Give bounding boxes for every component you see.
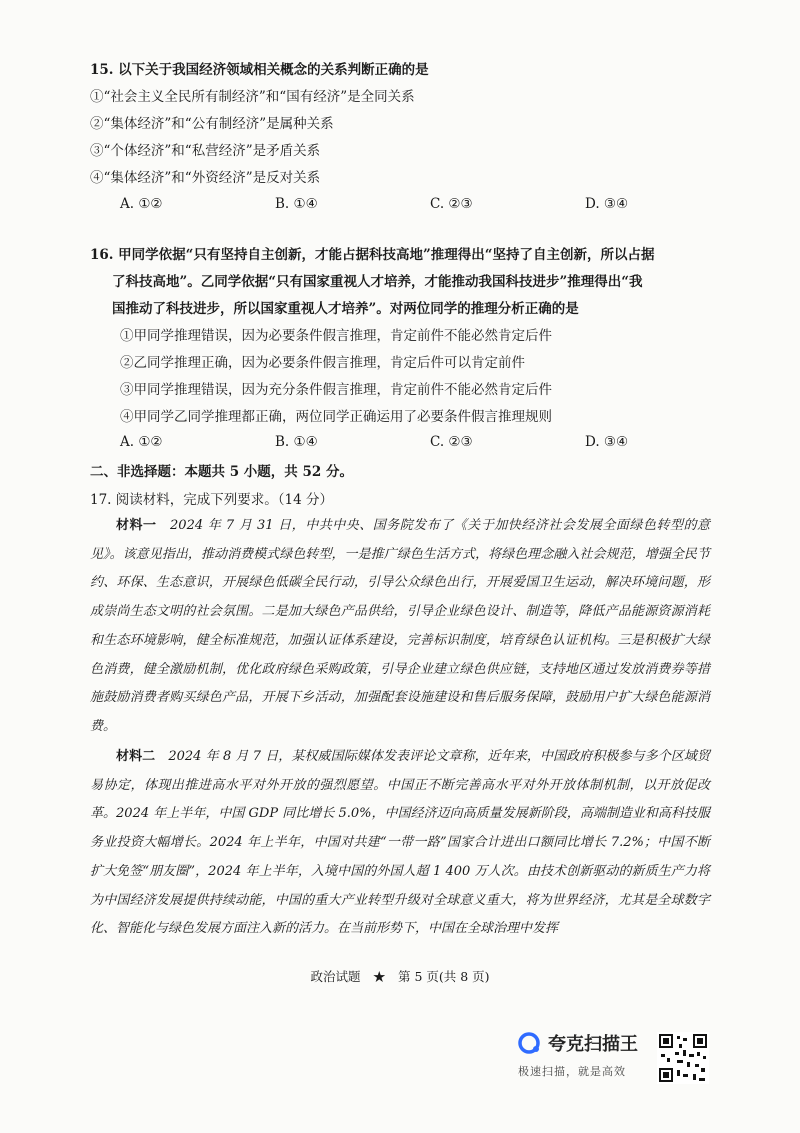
q15-statement-1: ①“社会主义全民所有制经济”和“国有经济”是全同关系 — [90, 89, 415, 105]
q15-option-a: A. ①② — [120, 196, 163, 212]
section-heading: 二、非选择题：本题共 5 小题，共 52 分。 — [90, 464, 353, 480]
material-1 — [90, 512, 710, 742]
material-1-label: 材料一 — [116, 518, 157, 533]
q16-option-b: B. ①④ — [275, 434, 318, 450]
brand-slogan: 极速扫描，就是高效 — [518, 1065, 626, 1078]
q16-option-d: D. ③④ — [585, 434, 629, 450]
material-2-label: 材料二 — [116, 749, 156, 764]
material-2 — [90, 743, 710, 944]
q15-statement-3: ③“个体经济”和“私营经济”是矛盾关系 — [90, 143, 321, 159]
q15-statement-2: ②“集体经济”和“公有制经济”是属种关系 — [90, 116, 334, 132]
q16-stem-line-3: 国推动了科技进步，所以国家重视人才培养”。对两位同学的推理分析正确的是 — [112, 301, 579, 317]
q15-option-c: C. ②③ — [430, 196, 473, 212]
q16-stem-line-2: 了科技高地”。乙同学依据“只有国家重视人才培养，才能推动我国科技进步”推理得出“我 — [112, 274, 643, 290]
page-footer: 政治试题 ★ 第 5 页(共 8 页) — [310, 969, 490, 984]
q15-statement-4: ④“集体经济”和“外资经济”是反对关系 — [90, 170, 321, 186]
brand-name: 夸克扫描王 — [548, 1034, 638, 1055]
scanner-watermark — [518, 1030, 638, 1079]
q16-statement-3: ③甲同学推理错误，因为充分条件假言推理，肯定前件不能必然肯定后件 — [120, 382, 552, 398]
q16-statement-4: ④甲同学乙同学推理都正确，两位同学正确运用了必要条件假言推理规则 — [120, 409, 552, 425]
q15-options — [120, 196, 740, 212]
q15-option-b: B. ①④ — [275, 196, 318, 212]
qr-code-icon — [657, 1032, 709, 1084]
material-1-text: 2024 年 7 月 31 日，中共中央、国务院发布了《关于加快经济社会发展全面绿色转型的意见》。该意见指出，推动消费模式绿色转型，一是推广绿色生活方式，将绿色理念融入社会规范，增强全民节约、环保、生态意识，开展绿色低碳全民行动，引导公众绿色出行，开展爱国卫生运动，解决环境问题，形成崇尚生态文明的社会氛围。二是加大绿色产品供给，引导企业绿色设计、制造等，降低产品能源资源消耗和生态环境影响，健全标准规范，加强认证体系建设，完善标识制度，培育绿色认证机构。三是积极扩大绿色消费，健全激励机制，优化政府绿色采购政策，引导企业建立绿色供应链，支持地区通过发放消费券等措施鼓励消费者购买绿色产品，开展下乡活动，加强配套设施建设和售后服务保障，鼓励用户扩大绿色能源消费。 — [90, 518, 710, 734]
quark-logo-icon — [518, 1031, 542, 1055]
q17-stem: 17. 阅读材料，完成下列要求。（14 分） — [90, 492, 333, 508]
q16-statement-2: ②乙同学推理正确，因为必要条件假言推理，肯定后件可以肯定前件 — [120, 355, 525, 371]
q15-stem: 15. 以下关于我国经济领域相关概念的关系判断正确的是 — [90, 62, 429, 78]
q15-option-d: D. ③④ — [585, 196, 629, 212]
q16-option-a: A. ①② — [120, 434, 163, 450]
q16-option-c: C. ②③ — [430, 434, 473, 450]
q16-stem-line-1: 16. 甲同学依据“只有坚持自主创新，才能占据科技高地”推理得出“坚持了自主创新，所以占据 — [90, 247, 655, 263]
q16-options — [120, 434, 740, 450]
q16-statement-1: ①甲同学推理错误，因为必要条件假言推理，肯定前件不能必然肯定后件 — [120, 328, 552, 344]
material-2-text: 2024 年 8 月 7 日，某权威国际媒体发表评论文章称，近年来，中国政府积极参与多个区域贸易协定，体现出推进高水平对外开放的强烈愿望。中国正不断完善高水平对外开放体制机制，以开放促改革。2024 年上半年，中国 GDP 同比增长 5.0%，中国经济迈向高质量发展新阶段，高端制造业和高科技服务业投资大幅增长。2024 年上半年，中国对共建“一带一路”国家合计进出口额同比增长 7.2%；中国不断扩大免签“朋友圈”，2024 年上半年，入境中国的外国人超 1 400 万人次。由技术创新驱动的新质生产力将为中国经济发展提供持续动能，中国的重大产业转型升级对全球意义重大，将为世界经济，尤其是全球数字化、智能化与绿色发展方面注入新的活力。在当前形势下，中国在全球治理中发挥 — [90, 749, 710, 937]
